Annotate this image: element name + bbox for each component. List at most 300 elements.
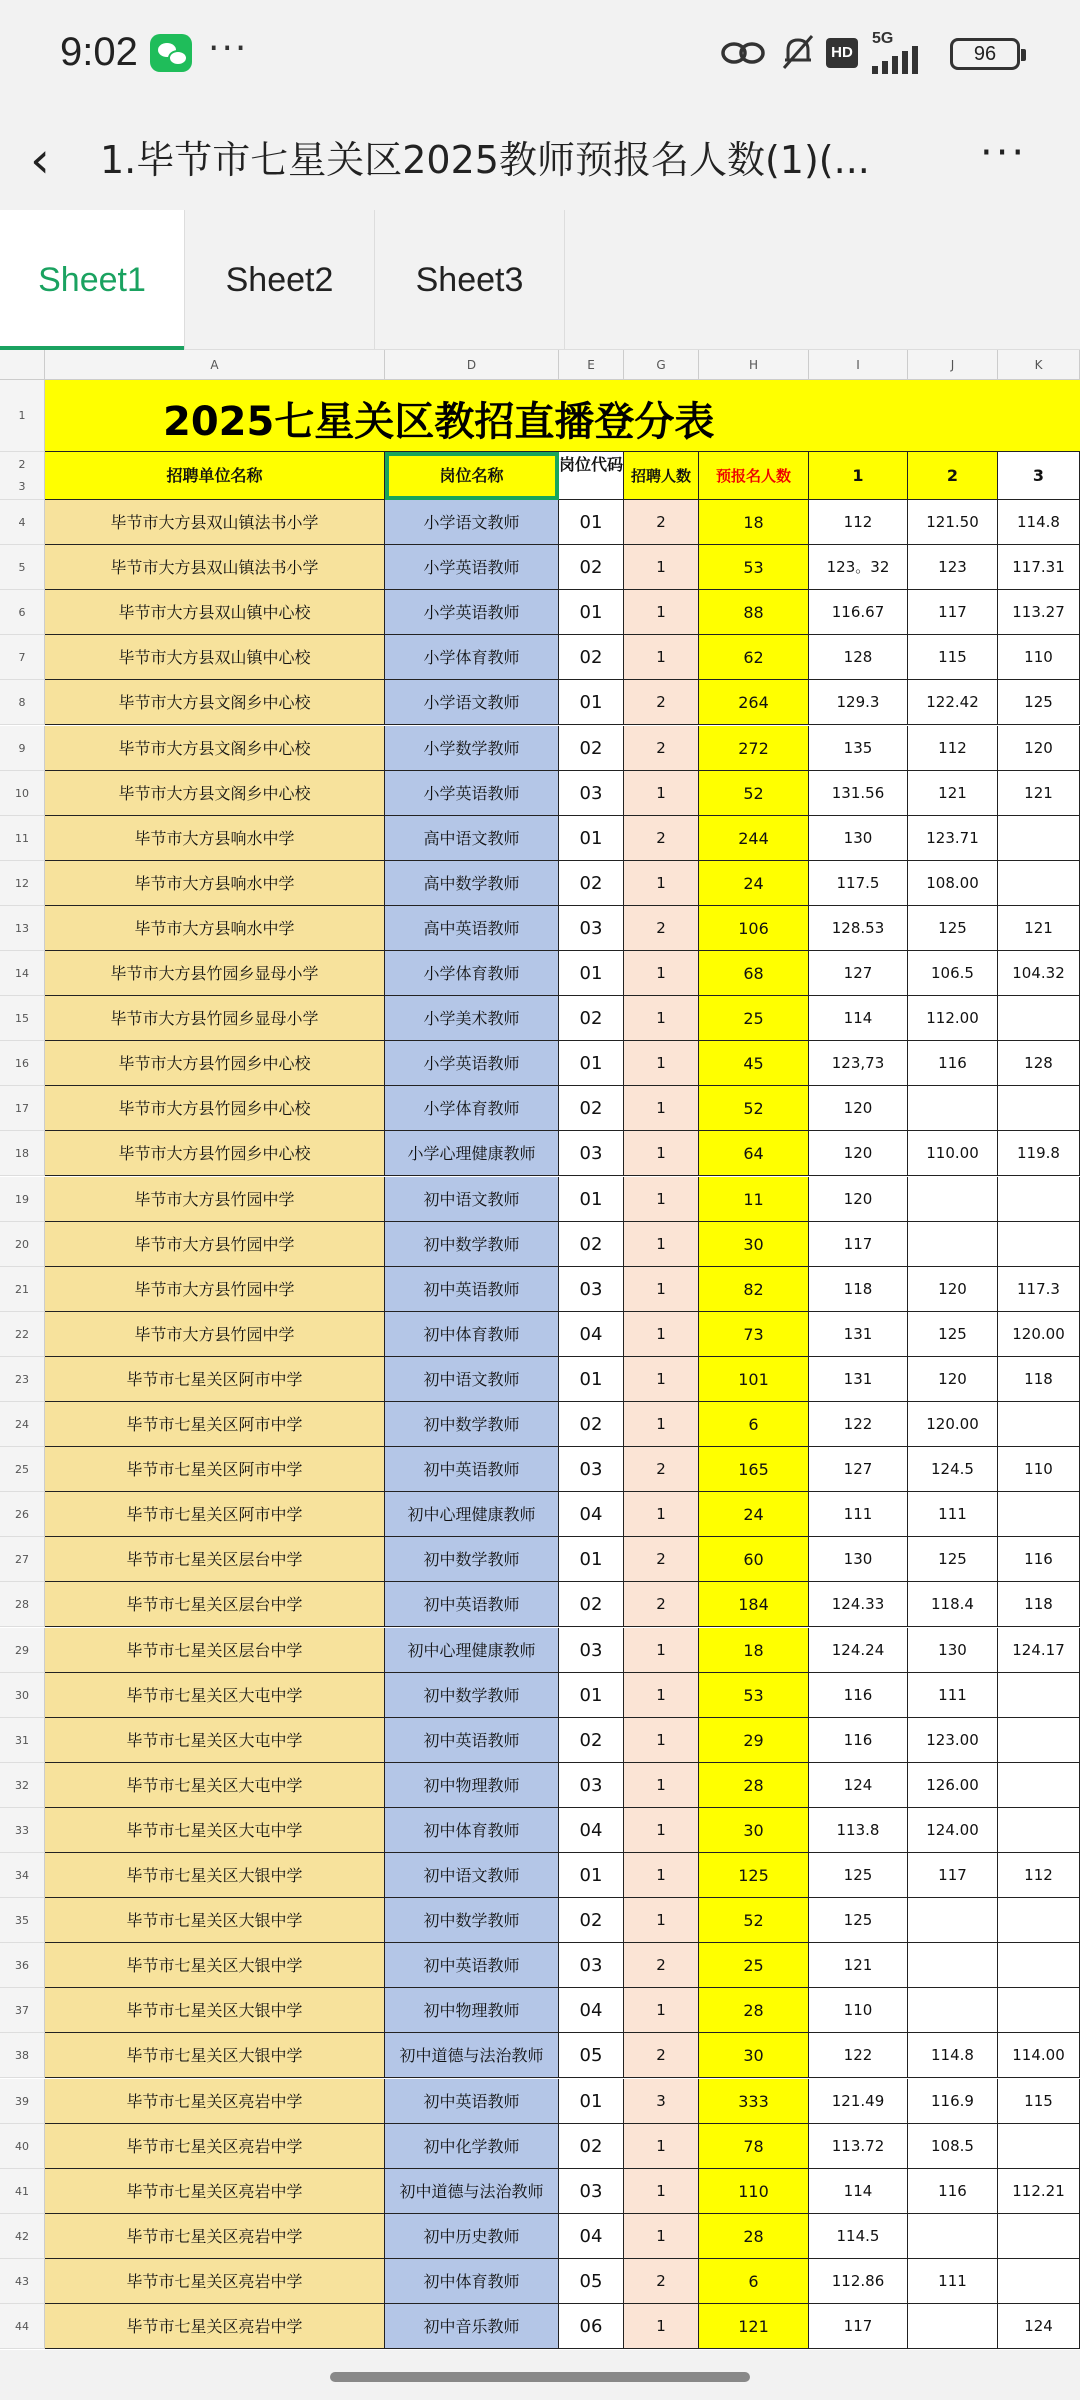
cell-score-3[interactable]: 119.8 [998,1131,1080,1176]
cell-code[interactable]: 06 [559,2304,624,2349]
cell-post[interactable]: 小学语文教师 [385,680,559,725]
cell-score-3[interactable] [998,1988,1080,2033]
cell-score-2[interactable]: 120.00 [908,1402,998,1447]
cell-score-1[interactable]: 114 [809,2169,908,2214]
cell-unit[interactable]: 毕节市七星关区阿市中学 [45,1492,385,1537]
cell-code[interactable]: 02 [559,1718,624,1763]
cell-score-3[interactable] [998,996,1080,1041]
cell-score-1[interactable]: 117 [809,2304,908,2349]
cell-unit[interactable]: 毕节市七星关区层台中学 [45,1582,385,1627]
row-header[interactable]: 16 [0,1041,45,1086]
cell-score-3[interactable]: 117.31 [998,545,1080,590]
cell-apply-count[interactable]: 45 [699,1041,809,1086]
cell-hire-count[interactable]: 2 [624,1537,699,1582]
more-options-icon[interactable]: ··· [980,130,1028,176]
cell-apply-count[interactable]: 25 [699,1943,809,1988]
cell-apply-count[interactable]: 106 [699,906,809,951]
tab-sheet1[interactable]: Sheet1 [0,210,185,350]
cell-post[interactable]: 初中英语教师 [385,1943,559,1988]
cell-score-3[interactable]: 120.00 [998,1312,1080,1357]
cell-code[interactable]: 01 [559,951,624,996]
cell-hire-count[interactable]: 2 [624,500,699,545]
cell-post[interactable]: 初中英语教师 [385,1447,559,1492]
cell-score-2[interactable] [908,1177,998,1222]
cell-code[interactable]: 01 [559,590,624,635]
cell-code[interactable]: 01 [559,1357,624,1402]
cell-hire-count[interactable]: 1 [624,1763,699,1808]
cell-score-2[interactable]: 117 [908,590,998,635]
cell-unit[interactable]: 毕节市大方县竹园乡中心校 [45,1041,385,1086]
row-header-2-3[interactable] [0,452,45,500]
cell-score-3[interactable]: 112.21 [998,2169,1080,2214]
cell-code[interactable]: 02 [559,861,624,906]
cell-score-2[interactable]: 117 [908,1853,998,1898]
cell-code[interactable]: 04 [559,1808,624,1853]
cell-score-3[interactable]: 104.32 [998,951,1080,996]
cell-score-1[interactable]: 127 [809,951,908,996]
cell-hire-count[interactable]: 1 [624,1898,699,1943]
cell-hire-count[interactable]: 1 [624,1177,699,1222]
sheet-title-cell[interactable] [45,380,1080,452]
back-icon[interactable]: ‹ [30,131,50,189]
cell-code[interactable]: 01 [559,2079,624,2124]
cell-score-2[interactable]: 116 [908,1041,998,1086]
cell-apply-count[interactable]: 82 [699,1267,809,1312]
cell-code[interactable]: 01 [559,1041,624,1086]
row-header[interactable]: 36 [0,1943,45,1988]
cell-score-2[interactable]: 125 [908,1312,998,1357]
cell-apply-count[interactable]: 30 [699,1808,809,1853]
cell-hire-count[interactable]: 2 [624,2033,699,2078]
cell-code[interactable]: 03 [559,1943,624,1988]
cell-unit[interactable]: 毕节市七星关区亮岩中学 [45,2304,385,2349]
cell-unit[interactable]: 毕节市大方县竹园乡显母小学 [45,951,385,996]
cell-unit[interactable]: 毕节市大方县双山镇法书小学 [45,545,385,590]
tab-sheet2[interactable]: Sheet2 [185,210,375,350]
row-header[interactable]: 43 [0,2259,45,2304]
cell-score-2[interactable]: 123.00 [908,1718,998,1763]
cell-unit[interactable]: 毕节市七星关区亮岩中学 [45,2214,385,2259]
cell-hire-count[interactable]: 1 [624,1853,699,1898]
cell-score-1[interactable]: 114 [809,996,908,1041]
cell-hire-count[interactable]: 1 [624,951,699,996]
cell-score-2[interactable]: 123 [908,545,998,590]
cell-score-1[interactable]: 120 [809,1177,908,1222]
cell-score-3[interactable]: 110 [998,635,1080,680]
cell-post[interactable]: 初中物理教师 [385,1988,559,2033]
cell-code[interactable]: 02 [559,545,624,590]
row-header[interactable]: 42 [0,2214,45,2259]
cell-code[interactable]: 02 [559,1402,624,1447]
cell-unit[interactable]: 毕节市七星关区大银中学 [45,1853,385,1898]
cell-score-3[interactable] [998,1492,1080,1537]
cell-score-3[interactable] [998,2124,1080,2169]
cell-score-1[interactable]: 116.67 [809,590,908,635]
cell-code[interactable]: 02 [559,1222,624,1267]
cell-score-2[interactable]: 124.00 [908,1808,998,1853]
cell-post[interactable]: 小学语文教师 [385,500,559,545]
cell-score-2[interactable]: 120 [908,1357,998,1402]
cell-post[interactable]: 初中历史教师 [385,2214,559,2259]
cell-score-2[interactable]: 121 [908,771,998,816]
cell-post[interactable]: 初中英语教师 [385,2079,559,2124]
cell-post[interactable]: 小学英语教师 [385,545,559,590]
cell-score-1[interactable]: 112.86 [809,2259,908,2304]
column-header-a[interactable]: A [45,350,385,380]
cell-unit[interactable]: 毕节市七星关区大银中学 [45,1988,385,2033]
cell-hire-count[interactable]: 2 [624,1447,699,1492]
cell-hire-count[interactable]: 1 [624,1402,699,1447]
row-header[interactable]: 35 [0,1898,45,1943]
cell-hire-count[interactable]: 2 [624,816,699,861]
cell-post[interactable]: 初中化学教师 [385,2124,559,2169]
cell-hire-count[interactable]: 1 [624,1222,699,1267]
cell-unit[interactable]: 毕节市七星关区大银中学 [45,2033,385,2078]
row-header-1[interactable]: 1 [0,380,45,452]
cell-apply-count[interactable]: 68 [699,951,809,996]
cell-hire-count[interactable]: 1 [624,2169,699,2214]
cell-code[interactable]: 02 [559,996,624,1041]
column-header-e[interactable]: E [559,350,624,380]
cell-apply-count[interactable]: 24 [699,1492,809,1537]
cell-apply-count[interactable]: 6 [699,2259,809,2304]
row-header[interactable]: 31 [0,1718,45,1763]
cell-apply-count[interactable]: 333 [699,2079,809,2124]
cell-apply-count[interactable]: 53 [699,1673,809,1718]
cell-score-1[interactable]: 111 [809,1492,908,1537]
cell-score-3[interactable] [998,1086,1080,1131]
cell-score-1[interactable]: 122 [809,1402,908,1447]
cell-apply-count[interactable]: 6 [699,1402,809,1447]
cell-unit[interactable]: 毕节市七星关区亮岩中学 [45,2259,385,2304]
cell-hire-count[interactable]: 1 [624,996,699,1041]
cell-hire-count[interactable]: 1 [624,2304,699,2349]
cell-post[interactable]: 小学英语教师 [385,1041,559,1086]
cell-score-1[interactable]: 113.72 [809,2124,908,2169]
cell-apply-count[interactable]: 78 [699,2124,809,2169]
cell-unit[interactable]: 毕节市大方县竹园乡中心校 [45,1131,385,1176]
row-header[interactable]: 4 [0,500,45,545]
cell-hire-count[interactable]: 1 [624,2214,699,2259]
cell-hire-count[interactable]: 3 [624,2079,699,2124]
header-unit[interactable]: 招聘单位名称 [45,452,385,500]
row-header[interactable]: 17 [0,1086,45,1131]
header-post[interactable]: 岗位名称 [385,452,559,500]
cell-apply-count[interactable]: 121 [699,2304,809,2349]
cell-apply-count[interactable]: 272 [699,726,809,771]
cell-score-1[interactable]: 127 [809,1447,908,1492]
cell-score-2[interactable]: 118.4 [908,1582,998,1627]
cell-apply-count[interactable]: 165 [699,1447,809,1492]
cell-hire-count[interactable]: 2 [624,680,699,725]
cell-score-3[interactable]: 118 [998,1357,1080,1402]
cell-score-3[interactable]: 120 [998,726,1080,771]
cell-unit[interactable]: 毕节市大方县竹园乡中心校 [45,1086,385,1131]
cell-code[interactable]: 03 [559,1267,624,1312]
cell-score-3[interactable] [998,1673,1080,1718]
cell-score-1[interactable]: 130 [809,816,908,861]
cell-score-2[interactable]: 108.00 [908,861,998,906]
cell-hire-count[interactable]: 1 [624,1312,699,1357]
cell-apply-count[interactable]: 110 [699,2169,809,2214]
cell-hire-count[interactable]: 1 [624,771,699,816]
cell-code[interactable]: 01 [559,500,624,545]
cell-score-3[interactable]: 116 [998,1537,1080,1582]
cell-unit[interactable]: 毕节市大方县文阁乡中心校 [45,726,385,771]
cell-score-3[interactable]: 110 [998,1447,1080,1492]
cell-score-2[interactable]: 116 [908,2169,998,2214]
cell-hire-count[interactable]: 1 [624,1086,699,1131]
cell-score-1[interactable]: 135 [809,726,908,771]
cell-post[interactable]: 小学体育教师 [385,1086,559,1131]
cell-score-1[interactable]: 117.5 [809,861,908,906]
cell-post[interactable]: 初中道德与法治教师 [385,2169,559,2214]
header-apply-count[interactable]: 预报名人数 [699,452,809,500]
cell-score-3[interactable]: 121 [998,771,1080,816]
cell-apply-count[interactable]: 29 [699,1718,809,1763]
cell-unit[interactable]: 毕节市七星关区亮岩中学 [45,2169,385,2214]
cell-hire-count[interactable]: 2 [624,906,699,951]
cell-score-2[interactable]: 122.42 [908,680,998,725]
cell-post[interactable]: 初中数学教师 [385,1673,559,1718]
cell-score-3[interactable] [998,1763,1080,1808]
cell-post[interactable]: 初中英语教师 [385,1718,559,1763]
cell-apply-count[interactable]: 62 [699,635,809,680]
row-header[interactable]: 9 [0,726,45,771]
cell-score-3[interactable]: 112 [998,1853,1080,1898]
cell-unit[interactable]: 毕节市七星关区阿市中学 [45,1402,385,1447]
cell-unit[interactable]: 毕节市七星关区大银中学 [45,1943,385,1988]
cell-unit[interactable]: 毕节市七星关区大屯中学 [45,1673,385,1718]
row-header[interactable]: 20 [0,1222,45,1267]
cell-unit[interactable]: 毕节市大方县响水中学 [45,906,385,951]
row-header[interactable]: 10 [0,771,45,816]
row-header[interactable]: 11 [0,816,45,861]
cell-score-3[interactable]: 114.00 [998,2033,1080,2078]
cell-score-3[interactable]: 113.27 [998,590,1080,635]
cell-hire-count[interactable]: 1 [624,590,699,635]
cell-score-3[interactable] [998,2214,1080,2259]
cell-unit[interactable]: 毕节市七星关区亮岩中学 [45,2079,385,2124]
cell-score-2[interactable] [908,2214,998,2259]
cell-score-2[interactable]: 124.5 [908,1447,998,1492]
cell-unit[interactable]: 毕节市大方县文阁乡中心校 [45,680,385,725]
cell-score-1[interactable]: 118 [809,1267,908,1312]
header-score-2[interactable]: 2 [908,452,998,500]
row-header[interactable]: 22 [0,1312,45,1357]
column-header-k[interactable]: K [998,350,1080,380]
row-header[interactable]: 5 [0,545,45,590]
cell-post[interactable]: 小学数学教师 [385,726,559,771]
cell-score-2[interactable]: 125 [908,906,998,951]
cell-score-3[interactable]: 115 [998,2079,1080,2124]
row-header[interactable]: 21 [0,1267,45,1312]
cell-post[interactable]: 初中英语教师 [385,1267,559,1312]
cell-post[interactable]: 初中体育教师 [385,1312,559,1357]
cell-score-3[interactable] [998,1718,1080,1763]
cell-score-3[interactable]: 124 [998,2304,1080,2349]
cell-apply-count[interactable]: 52 [699,1086,809,1131]
cell-score-3[interactable]: 114.8 [998,500,1080,545]
cell-apply-count[interactable]: 24 [699,861,809,906]
cell-unit[interactable]: 毕节市七星关区层台中学 [45,1628,385,1673]
row-header[interactable]: 18 [0,1131,45,1176]
cell-unit[interactable]: 毕节市大方县文阁乡中心校 [45,771,385,816]
cell-score-2[interactable]: 108.5 [908,2124,998,2169]
cell-score-3[interactable] [998,1808,1080,1853]
cell-score-2[interactable]: 116.9 [908,2079,998,2124]
row-header[interactable]: 19 [0,1177,45,1222]
cell-hire-count[interactable]: 1 [624,1718,699,1763]
cell-score-1[interactable]: 131.56 [809,771,908,816]
cell-apply-count[interactable]: 11 [699,1177,809,1222]
cell-score-2[interactable] [908,1898,998,1943]
cell-code[interactable]: 01 [559,1673,624,1718]
cell-apply-count[interactable]: 52 [699,1898,809,1943]
cell-code[interactable]: 03 [559,906,624,951]
cell-post[interactable]: 初中心理健康教师 [385,1628,559,1673]
cell-score-1[interactable]: 123。32 [809,545,908,590]
cell-code[interactable]: 02 [559,726,624,771]
cell-score-3[interactable]: 118 [998,1582,1080,1627]
cell-hire-count[interactable]: 1 [624,1673,699,1718]
cell-score-2[interactable]: 130 [908,1628,998,1673]
cell-score-2[interactable]: 106.5 [908,951,998,996]
row-header[interactable]: 33 [0,1808,45,1853]
cell-score-2[interactable]: 111 [908,1673,998,1718]
cell-unit[interactable]: 毕节市七星关区阿市中学 [45,1447,385,1492]
header-score-3[interactable]: 3 [998,452,1080,500]
cell-unit[interactable]: 毕节市七星关区亮岩中学 [45,2124,385,2169]
cell-score-1[interactable]: 131 [809,1312,908,1357]
row-header[interactable]: 30 [0,1673,45,1718]
row-header[interactable]: 8 [0,680,45,725]
row-header[interactable]: 40 [0,2124,45,2169]
cell-score-2[interactable]: 123.71 [908,816,998,861]
cell-score-3[interactable] [998,1943,1080,1988]
cell-hire-count[interactable]: 2 [624,1582,699,1627]
column-header-g[interactable]: G [624,350,699,380]
cell-post[interactable]: 初中数学教师 [385,1537,559,1582]
cell-apply-count[interactable]: 28 [699,2214,809,2259]
cell-score-1[interactable]: 120 [809,1086,908,1131]
column-header-h[interactable]: H [699,350,809,380]
cell-score-2[interactable]: 126.00 [908,1763,998,1808]
cell-post[interactable]: 初中音乐教师 [385,2304,559,2349]
cell-code[interactable]: 02 [559,635,624,680]
cell-unit[interactable]: 毕节市七星关区层台中学 [45,1537,385,1582]
cell-score-3[interactable] [998,1177,1080,1222]
header-score-1[interactable]: 1 [809,452,908,500]
row-header[interactable]: 34 [0,1853,45,1898]
cell-score-3[interactable]: 125 [998,680,1080,725]
cell-score-3[interactable] [998,816,1080,861]
cell-score-2[interactable] [908,2304,998,2349]
cell-score-2[interactable]: 121.50 [908,500,998,545]
cell-code[interactable]: 03 [559,1131,624,1176]
cell-score-3[interactable]: 124.17 [998,1628,1080,1673]
cell-score-2[interactable] [908,1222,998,1267]
cell-post[interactable]: 初中语文教师 [385,1357,559,1402]
row-header[interactable]: 6 [0,590,45,635]
cell-score-2[interactable]: 111 [908,2259,998,2304]
cell-code[interactable]: 02 [559,2124,624,2169]
cell-score-1[interactable]: 121 [809,1943,908,1988]
cell-post[interactable]: 初中道德与法治教师 [385,2033,559,2078]
cell-apply-count[interactable]: 53 [699,545,809,590]
cell-apply-count[interactable]: 184 [699,1582,809,1627]
column-header-j[interactable]: J [908,350,998,380]
cell-score-1[interactable]: 114.5 [809,2214,908,2259]
cell-score-1[interactable]: 125 [809,1898,908,1943]
cell-score-1[interactable]: 124 [809,1763,908,1808]
cell-apply-count[interactable]: 52 [699,771,809,816]
cell-score-1[interactable]: 128 [809,635,908,680]
cell-score-1[interactable]: 124.24 [809,1628,908,1673]
cell-score-2[interactable]: 112 [908,726,998,771]
cell-post[interactable]: 初中物理教师 [385,1763,559,1808]
cell-post[interactable]: 初中体育教师 [385,1808,559,1853]
cell-unit[interactable]: 毕节市大方县竹园中学 [45,1177,385,1222]
cell-unit[interactable]: 毕节市大方县竹园中学 [45,1222,385,1267]
cell-hire-count[interactable]: 2 [624,1943,699,1988]
cell-code[interactable]: 04 [559,1492,624,1537]
cell-unit[interactable]: 毕节市七星关区大屯中学 [45,1808,385,1853]
cell-unit[interactable]: 毕节市大方县竹园中学 [45,1267,385,1312]
row-header[interactable]: 38 [0,2033,45,2078]
cell-post[interactable]: 小学英语教师 [385,771,559,816]
cell-apply-count[interactable]: 18 [699,1628,809,1673]
cell-score-1[interactable]: 116 [809,1718,908,1763]
cell-unit[interactable]: 毕节市七星关区大屯中学 [45,1718,385,1763]
header-hire-count[interactable]: 招聘人数 [624,452,699,500]
cell-post[interactable]: 初中数学教师 [385,1402,559,1447]
cell-score-3[interactable] [998,1898,1080,1943]
row-header[interactable]: 26 [0,1492,45,1537]
cell-score-1[interactable]: 112 [809,500,908,545]
cell-code[interactable]: 01 [559,816,624,861]
cell-score-1[interactable]: 116 [809,1673,908,1718]
cell-score-2[interactable]: 115 [908,635,998,680]
cell-post[interactable]: 初中心理健康教师 [385,1492,559,1537]
cell-hire-count[interactable]: 1 [624,1131,699,1176]
cell-score-2[interactable]: 110.00 [908,1131,998,1176]
cell-score-2[interactable]: 111 [908,1492,998,1537]
cell-score-1[interactable]: 130 [809,1537,908,1582]
cell-hire-count[interactable]: 1 [624,1267,699,1312]
column-header-i[interactable]: I [809,350,908,380]
cell-post[interactable]: 初中数学教师 [385,1898,559,1943]
cell-score-3[interactable]: 121 [998,906,1080,951]
cell-code[interactable]: 05 [559,2033,624,2078]
cell-hire-count[interactable]: 1 [624,635,699,680]
cell-score-3[interactable] [998,861,1080,906]
cell-hire-count[interactable]: 1 [624,1492,699,1537]
cell-code[interactable]: 03 [559,1447,624,1492]
cell-post[interactable]: 高中数学教师 [385,861,559,906]
cell-hire-count[interactable]: 2 [624,2259,699,2304]
cell-hire-count[interactable]: 1 [624,1357,699,1402]
cell-code[interactable]: 01 [559,1853,624,1898]
column-header-d[interactable]: D [385,350,559,380]
cell-apply-count[interactable]: 28 [699,1763,809,1808]
home-indicator[interactable] [330,2372,750,2382]
cell-unit[interactable]: 毕节市七星关区大银中学 [45,1898,385,1943]
cell-apply-count[interactable]: 25 [699,996,809,1041]
cell-hire-count[interactable]: 1 [624,545,699,590]
row-header[interactable]: 29 [0,1628,45,1673]
cell-unit[interactable]: 毕节市大方县响水中学 [45,861,385,906]
